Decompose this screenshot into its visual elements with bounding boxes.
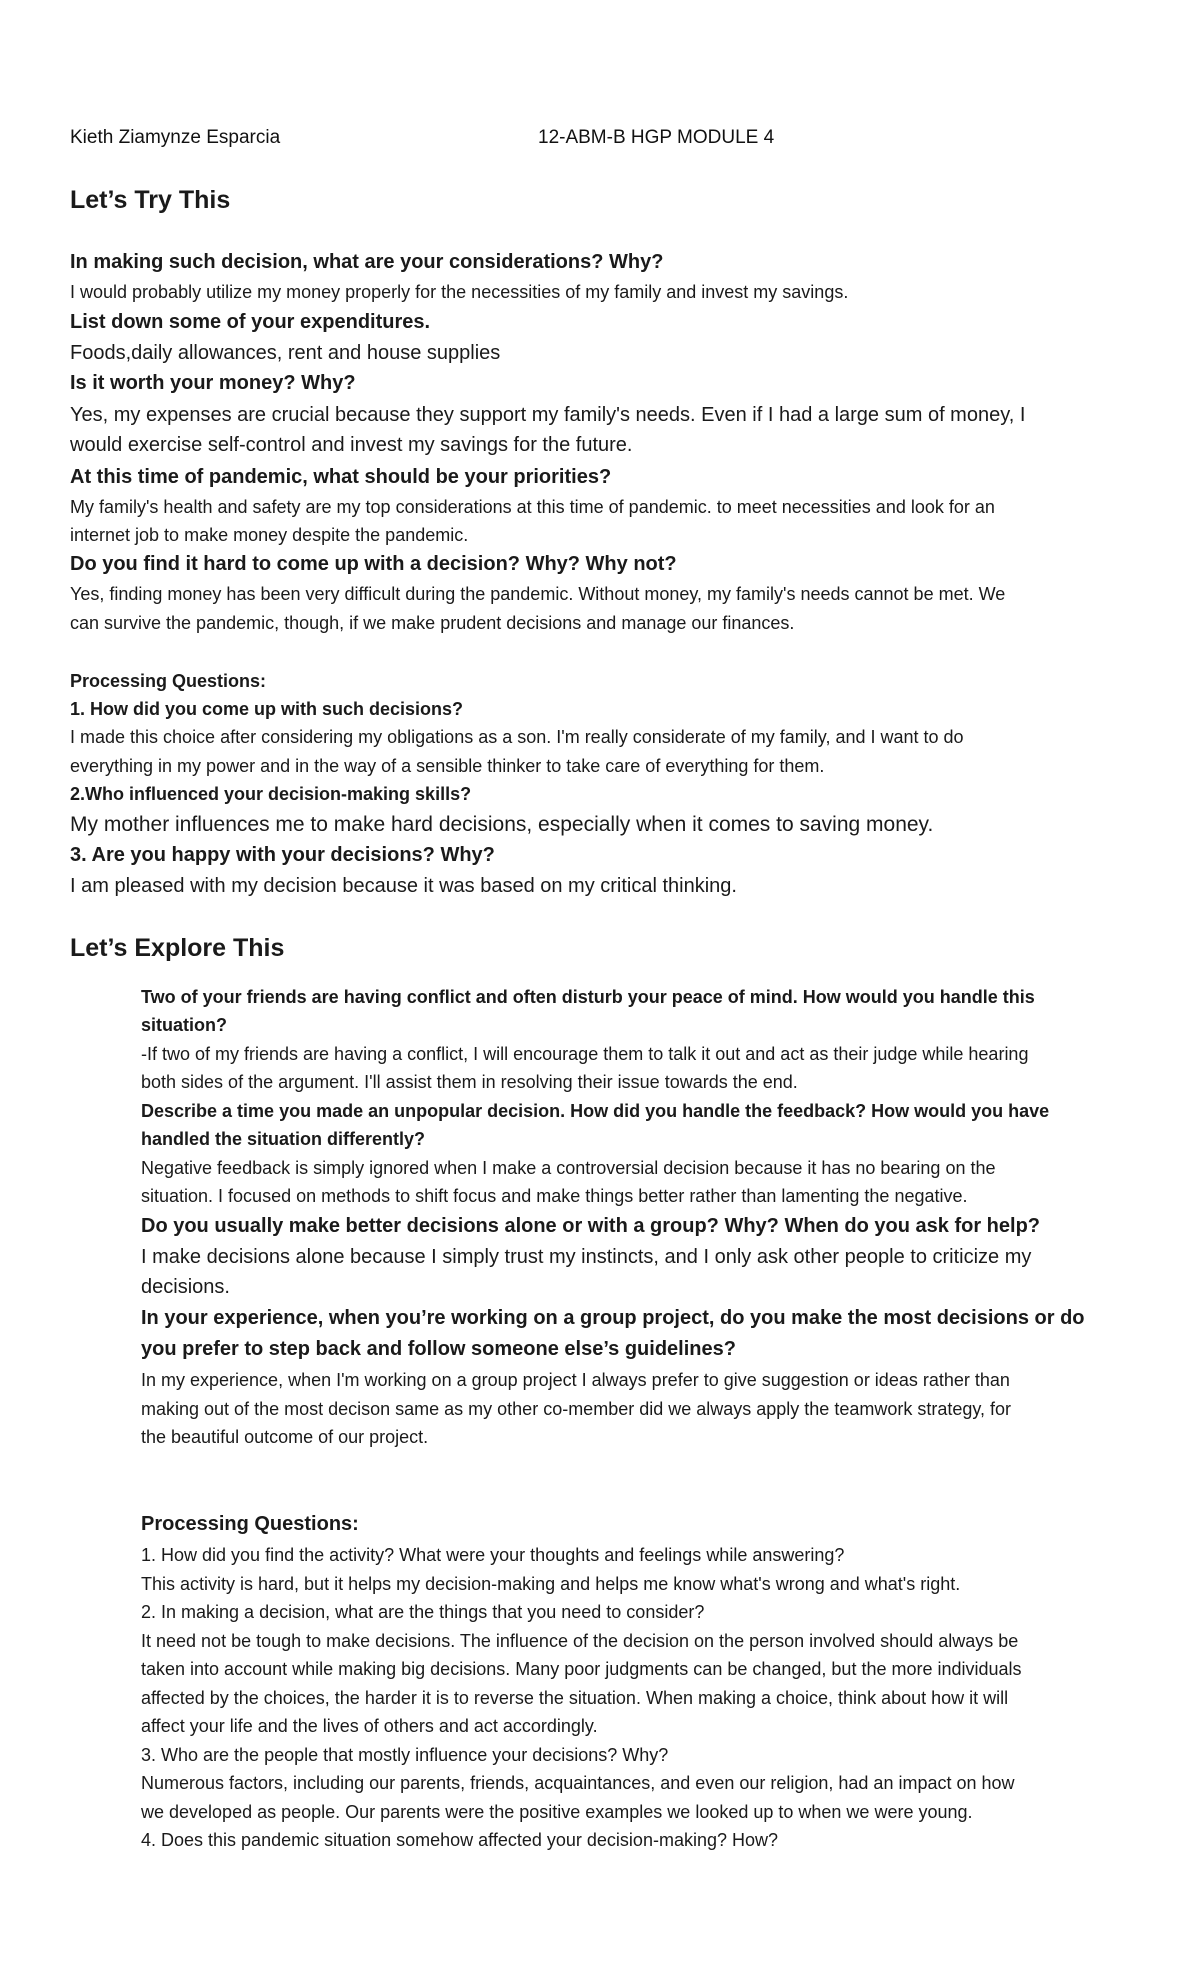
question: 2. In making a decision, what are the things that you need to consider? [141,1602,705,1622]
answer: everything in my power and in the way of a sensible thinker to take care of everything for them. [70,756,825,776]
answer: My family's health and safety are my top considerations at this time of pandemic. to meet necessities and look for an [70,497,995,517]
answer: Numerous factors, including our parents, friends, acquaintances, and even our religion, had an impact on how [141,1773,1015,1793]
answer: Negative feedback is simply ignored when I make a controversial decision because it has no bearing on the [141,1158,996,1178]
answer: decisions. [141,1276,230,1298]
answer: affect your life and the lives of others and act accordingly. [141,1716,598,1736]
question: 3. Are you happy with your decisions? Why? [70,844,495,866]
question: In your experience, when you’re working on a group project, do you make the most decisions or do [141,1307,1085,1329]
question: handled the situation differently? [141,1129,426,1149]
answer: Foods,daily allowances, rent and house supplies [70,342,501,364]
processing-title: Processing Questions: [70,671,267,691]
question: you prefer to step back and follow someone else’s guidelines? [141,1338,736,1360]
answer: -If two of my friends are having a conflict, I will encourage them to talk it out and act as their judge while hearing [141,1044,1029,1064]
answer: taken into account while making big decisions. Many poor judgments can be changed, but the more individuals [141,1659,1022,1679]
answer: would exercise self-control and invest my savings for the future. [70,434,633,456]
question: Describe a time you made an unpopular decision. How did you handle the feedback? How would you have [141,1101,1050,1121]
question: 2.Who influenced your decision-making skills? [70,784,472,804]
answer: I am pleased with my decision because it was based on my critical thinking. [70,875,737,897]
question: 4. Does this pandemic situation somehow affected your decision-making? How? [141,1830,779,1850]
answer: both sides of the argument. I'll assist them in resolving their issue towards the end. [141,1072,798,1092]
answer: making out of the most decison same as my other co-member did we always apply the teamwork strategy, for [141,1399,1012,1419]
answer: affected by the choices, the harder it is to reverse the situation. When making a choice, think about how it will [141,1688,1009,1708]
answer: This activity is hard, but it helps my decision-making and helps me know what's wrong and what's right. [141,1574,961,1594]
answer: In my experience, when I'm working on a group project I always prefer to give suggestion or ideas rather than [141,1370,1010,1390]
answer: Yes, finding money has been very difficult during the pandemic. Without money, my family's needs cannot be met. We [70,584,1006,604]
answer: Yes, my expenses are crucial because they support my family's needs. Even if I had a large sum of money, I [70,404,1026,426]
answer: My mother influences me to make hard decisions, especially when it comes to saving money. [70,813,934,836]
question: At this time of pandemic, what should be your priorities? [70,466,612,488]
answer: internet job to make money despite the pandemic. [70,525,469,545]
answer: the beautiful outcome of our project. [141,1427,429,1447]
question: situation? [141,1015,227,1035]
question: 1. How did you come up with such decisions? [70,699,464,719]
question: 3. Who are the people that mostly influence your decisions? Why? [141,1745,669,1765]
section-title-try: Let’s Try This [70,186,231,214]
answer: I made this choice after considering my obligations as a son. I'm really considerate of my family, and I want to do [70,727,964,747]
question: In making such decision, what are your considerations? Why? [70,251,664,273]
processing-title: Processing Questions: [141,1513,359,1535]
section-title-explore: Let’s Explore This [70,934,285,962]
module-label: 12-ABM-B HGP MODULE 4 [538,127,775,148]
answer: It need not be tough to make decisions. The influence of the decision on the person involved should always be [141,1631,1019,1651]
question: Two of your friends are having conflict and often disturb your peace of mind. How would you handle this [141,987,1035,1007]
answer: I make decisions alone because I simply trust my instincts, and I only ask other people to criticize my [141,1246,1032,1268]
question: Do you find it hard to come up with a decision? Why? Why not? [70,553,677,575]
answer: situation. I focused on methods to shift focus and make things better rather than lamenting the negative. [141,1186,968,1206]
question: Is it worth your money? Why? [70,372,356,394]
question: List down some of your expenditures. [70,311,431,333]
question: Do you usually make better decisions alone or with a group? Why? When do you ask for help? [141,1215,1041,1237]
student-name: Kieth Ziamynze Esparcia [70,127,281,148]
answer: can survive the pandemic, though, if we make prudent decisions and manage our finances. [70,613,795,633]
answer: we developed as people. Our parents were the positive examples we looked up to when we were young. [141,1802,973,1822]
question: 1. How did you find the activity? What were your thoughts and feelings while answering? [141,1545,845,1565]
answer: I would probably utilize my money properly for the necessities of my family and invest my savings. [70,282,849,302]
